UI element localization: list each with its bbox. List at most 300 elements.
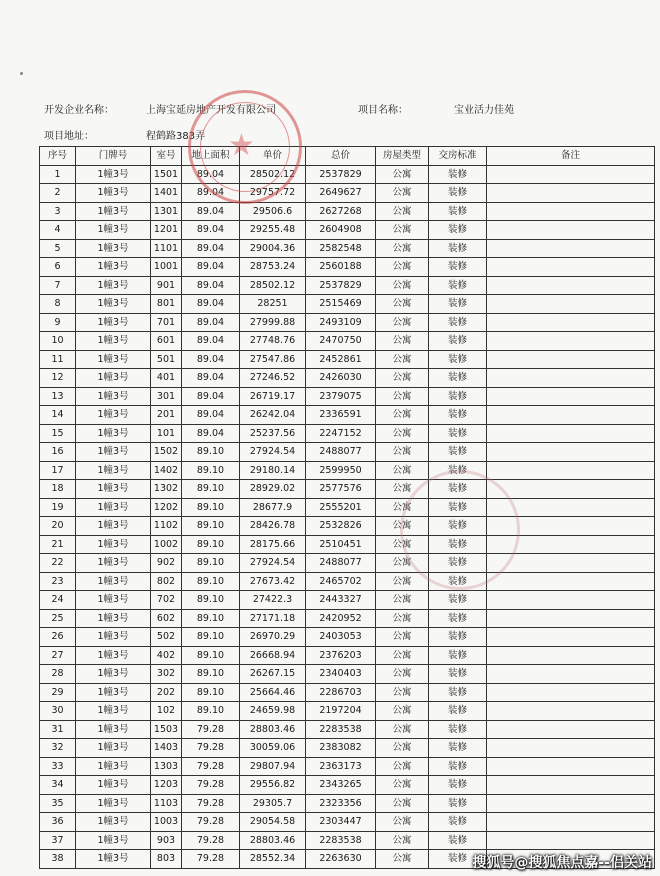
house-type-cell: 公寓 xyxy=(376,554,429,573)
area-cell: 79.28 xyxy=(182,757,240,776)
index-cell: 25 xyxy=(40,609,76,628)
table-row xyxy=(40,776,655,795)
total-price-cell: 2286703 xyxy=(306,683,376,702)
area-cell: 79.28 xyxy=(182,776,240,795)
unit-price-cell: 26719.17 xyxy=(240,387,306,406)
total-price-cell: 2493109 xyxy=(306,313,376,332)
remarks-cell xyxy=(487,572,655,591)
delivery-standard-cell: 装修 xyxy=(429,831,487,850)
total-price-cell: 2283538 xyxy=(306,720,376,739)
delivery-standard-cell: 装修 xyxy=(429,202,487,221)
room-number-cell: 1101 xyxy=(151,239,182,258)
door-number-cell: 1幢3号 xyxy=(76,702,151,721)
table-row xyxy=(40,831,655,850)
table-row xyxy=(40,757,655,776)
area-cell: 89.10 xyxy=(182,665,240,684)
source-watermark: 搜狐号@搜狐焦点嘉--侣关站 xyxy=(472,855,652,871)
room-number-cell: 1001 xyxy=(151,258,182,277)
house-type-cell: 公寓 xyxy=(376,184,429,203)
house-type-cell: 公寓 xyxy=(376,239,429,258)
remarks-cell xyxy=(487,480,655,499)
unit-price-cell: 28552.34 xyxy=(240,850,306,869)
unit-price-cell: 27171.18 xyxy=(240,609,306,628)
room-number-cell: 803 xyxy=(151,850,182,869)
remarks-cell xyxy=(487,369,655,388)
house-type-cell: 公寓 xyxy=(376,406,429,425)
room-number-cell: 701 xyxy=(151,313,182,332)
index-cell: 2 xyxy=(40,184,76,203)
area-cell: 79.28 xyxy=(182,850,240,869)
remarks-cell xyxy=(487,406,655,425)
unit-price-cell: 26242.04 xyxy=(240,406,306,425)
house-type-cell: 公寓 xyxy=(376,202,429,221)
total-price-cell: 2465702 xyxy=(306,572,376,591)
unit-price-cell: 27422.3 xyxy=(240,591,306,610)
room-number-cell: 1002 xyxy=(151,535,182,554)
index-cell: 4 xyxy=(40,221,76,240)
table-row xyxy=(40,295,655,314)
index-cell: 19 xyxy=(40,498,76,517)
area-cell: 89.10 xyxy=(182,480,240,499)
remarks-cell xyxy=(487,332,655,351)
delivery-standard-cell: 装修 xyxy=(429,295,487,314)
column-header-remarks: 备注 xyxy=(487,147,655,166)
area-cell: 89.10 xyxy=(182,609,240,628)
total-price-cell: 2577576 xyxy=(306,480,376,499)
house-type-cell: 公寓 xyxy=(376,369,429,388)
index-cell: 15 xyxy=(40,424,76,443)
door-number-cell: 1幢3号 xyxy=(76,535,151,554)
index-cell: 7 xyxy=(40,276,76,295)
room-number-cell: 901 xyxy=(151,276,182,295)
table-row xyxy=(40,739,655,758)
column-header-area: 地上面积 xyxy=(182,147,240,166)
door-number-cell: 1幢3号 xyxy=(76,461,151,480)
room-number-cell: 1303 xyxy=(151,757,182,776)
unit-price-cell: 29757.72 xyxy=(240,184,306,203)
house-type-cell: 公寓 xyxy=(376,424,429,443)
area-cell: 89.04 xyxy=(182,202,240,221)
table-row xyxy=(40,517,655,536)
column-header-delivery-standard: 交房标准 xyxy=(429,147,487,166)
room-number-cell: 402 xyxy=(151,646,182,665)
unit-price-cell: 26668.94 xyxy=(240,646,306,665)
door-number-cell: 1幢3号 xyxy=(76,498,151,517)
room-number-cell: 1401 xyxy=(151,184,182,203)
area-cell: 89.10 xyxy=(182,517,240,536)
scan-dot xyxy=(20,72,23,75)
delivery-standard-cell: 装修 xyxy=(429,258,487,277)
table-row xyxy=(40,387,655,406)
area-cell: 89.10 xyxy=(182,498,240,517)
index-cell: 20 xyxy=(40,517,76,536)
area-cell: 89.04 xyxy=(182,313,240,332)
index-cell: 8 xyxy=(40,295,76,314)
door-number-cell: 1幢3号 xyxy=(76,609,151,628)
delivery-standard-cell: 装修 xyxy=(429,794,487,813)
index-cell: 21 xyxy=(40,535,76,554)
door-number-cell: 1幢3号 xyxy=(76,720,151,739)
total-price-cell: 2383082 xyxy=(306,739,376,758)
room-number-cell: 1202 xyxy=(151,498,182,517)
delivery-standard-cell: 装修 xyxy=(429,554,487,573)
unit-price-cell: 27924.54 xyxy=(240,443,306,462)
house-type-cell: 公寓 xyxy=(376,332,429,351)
door-number-cell: 1幢3号 xyxy=(76,350,151,369)
remarks-cell xyxy=(487,184,655,203)
area-cell: 79.28 xyxy=(182,720,240,739)
door-number-cell: 1幢3号 xyxy=(76,165,151,184)
area-cell: 89.10 xyxy=(182,646,240,665)
delivery-standard-cell: 装修 xyxy=(429,387,487,406)
total-price-cell: 2443327 xyxy=(306,591,376,610)
index-cell: 33 xyxy=(40,757,76,776)
total-price-cell: 2488077 xyxy=(306,443,376,462)
index-cell: 11 xyxy=(40,350,76,369)
unit-price-cell: 28803.46 xyxy=(240,720,306,739)
index-cell: 14 xyxy=(40,406,76,425)
remarks-cell xyxy=(487,239,655,258)
remarks-cell xyxy=(487,813,655,832)
unit-price-cell: 30059.06 xyxy=(240,739,306,758)
total-price-cell: 2452861 xyxy=(306,350,376,369)
room-number-cell: 1501 xyxy=(151,165,182,184)
remarks-cell xyxy=(487,350,655,369)
table-row xyxy=(40,498,655,517)
unit-price-cell: 27999.88 xyxy=(240,313,306,332)
delivery-standard-cell: 装修 xyxy=(429,461,487,480)
index-cell: 6 xyxy=(40,258,76,277)
index-cell: 32 xyxy=(40,739,76,758)
house-type-cell: 公寓 xyxy=(376,295,429,314)
total-price-cell: 2510451 xyxy=(306,535,376,554)
house-type-cell: 公寓 xyxy=(376,794,429,813)
unit-price-cell: 29054.58 xyxy=(240,813,306,832)
table-row xyxy=(40,165,655,184)
table-row xyxy=(40,221,655,240)
index-cell: 1 xyxy=(40,165,76,184)
unit-price-cell: 27547.86 xyxy=(240,350,306,369)
room-number-cell: 702 xyxy=(151,591,182,610)
room-number-cell: 201 xyxy=(151,406,182,425)
total-price-cell: 2537829 xyxy=(306,276,376,295)
delivery-standard-cell: 装修 xyxy=(429,591,487,610)
unit-price-cell: 27246.52 xyxy=(240,369,306,388)
unit-price-cell: 28929.02 xyxy=(240,480,306,499)
door-number-cell: 1幢3号 xyxy=(76,184,151,203)
area-cell: 79.28 xyxy=(182,739,240,758)
area-cell: 89.10 xyxy=(182,535,240,554)
unit-price-cell: 26267.15 xyxy=(240,665,306,684)
remarks-cell xyxy=(487,683,655,702)
table-body xyxy=(40,165,655,868)
house-type-cell: 公寓 xyxy=(376,776,429,795)
room-number-cell: 1503 xyxy=(151,720,182,739)
delivery-standard-cell: 装修 xyxy=(429,406,487,425)
room-number-cell: 1502 xyxy=(151,443,182,462)
house-type-cell: 公寓 xyxy=(376,313,429,332)
area-cell: 89.04 xyxy=(182,332,240,351)
unit-price-cell: 24659.98 xyxy=(240,702,306,721)
remarks-cell xyxy=(487,424,655,443)
developer-name: 上海宝延房地产开发有限公司 xyxy=(146,105,276,116)
house-type-cell: 公寓 xyxy=(376,480,429,499)
total-price-cell: 2627268 xyxy=(306,202,376,221)
area-cell: 79.28 xyxy=(182,813,240,832)
index-cell: 35 xyxy=(40,794,76,813)
door-number-cell: 1幢3号 xyxy=(76,313,151,332)
area-cell: 89.10 xyxy=(182,683,240,702)
index-cell: 30 xyxy=(40,702,76,721)
door-number-cell: 1幢3号 xyxy=(76,683,151,702)
area-cell: 89.04 xyxy=(182,276,240,295)
house-type-cell: 公寓 xyxy=(376,628,429,647)
index-cell: 23 xyxy=(40,572,76,591)
total-price-cell: 2283538 xyxy=(306,831,376,850)
table-row xyxy=(40,202,655,221)
project-name-label: 项目名称： xyxy=(358,105,408,116)
delivery-standard-cell: 装修 xyxy=(429,572,487,591)
delivery-standard-cell: 装修 xyxy=(429,535,487,554)
house-type-cell: 公寓 xyxy=(376,498,429,517)
room-number-cell: 601 xyxy=(151,332,182,351)
area-cell: 89.04 xyxy=(182,406,240,425)
table-row xyxy=(40,424,655,443)
area-cell: 89.04 xyxy=(182,350,240,369)
area-cell: 89.10 xyxy=(182,702,240,721)
total-price-cell: 2376203 xyxy=(306,646,376,665)
room-number-cell: 301 xyxy=(151,387,182,406)
house-type-cell: 公寓 xyxy=(376,683,429,702)
area-cell: 79.28 xyxy=(182,831,240,850)
total-price-cell: 2363173 xyxy=(306,757,376,776)
room-number-cell: 1403 xyxy=(151,739,182,758)
table-row xyxy=(40,480,655,499)
unit-price-cell: 29807.94 xyxy=(240,757,306,776)
delivery-standard-cell: 装修 xyxy=(429,165,487,184)
index-cell: 36 xyxy=(40,813,76,832)
table-row xyxy=(40,609,655,628)
remarks-cell xyxy=(487,461,655,480)
company-seal-star-icon: ★ xyxy=(228,128,255,163)
house-type-cell: 公寓 xyxy=(376,258,429,277)
unit-price-cell: 28677.9 xyxy=(240,498,306,517)
index-cell: 26 xyxy=(40,628,76,647)
price-list-table xyxy=(39,146,655,869)
room-number-cell: 501 xyxy=(151,350,182,369)
index-cell: 31 xyxy=(40,720,76,739)
area-cell: 89.04 xyxy=(182,239,240,258)
remarks-cell xyxy=(487,165,655,184)
area-cell: 89.10 xyxy=(182,461,240,480)
area-cell: 89.04 xyxy=(182,184,240,203)
total-price-cell: 2303447 xyxy=(306,813,376,832)
remarks-cell xyxy=(487,720,655,739)
project-address: 程鹤路383弄 xyxy=(146,131,206,142)
door-number-cell: 1幢3号 xyxy=(76,406,151,425)
index-cell: 3 xyxy=(40,202,76,221)
index-cell: 37 xyxy=(40,831,76,850)
total-price-cell: 2323356 xyxy=(306,794,376,813)
room-number-cell: 902 xyxy=(151,554,182,573)
unit-price-cell: 28502.12 xyxy=(240,165,306,184)
delivery-standard-cell: 装修 xyxy=(429,443,487,462)
area-cell: 89.04 xyxy=(182,221,240,240)
unit-price-cell: 28803.46 xyxy=(240,831,306,850)
table-row xyxy=(40,461,655,480)
house-type-cell: 公寓 xyxy=(376,535,429,554)
house-type-cell: 公寓 xyxy=(376,813,429,832)
delivery-standard-cell: 装修 xyxy=(429,221,487,240)
door-number-cell: 1幢3号 xyxy=(76,295,151,314)
delivery-standard-cell: 装修 xyxy=(429,369,487,388)
index-cell: 38 xyxy=(40,850,76,869)
area-cell: 89.04 xyxy=(182,387,240,406)
door-number-cell: 1幢3号 xyxy=(76,591,151,610)
house-type-cell: 公寓 xyxy=(376,443,429,462)
unit-price-cell: 28251 xyxy=(240,295,306,314)
delivery-standard-cell: 装修 xyxy=(429,757,487,776)
room-number-cell: 302 xyxy=(151,665,182,684)
delivery-standard-cell: 装修 xyxy=(429,665,487,684)
remarks-cell xyxy=(487,443,655,462)
total-price-cell: 2263630 xyxy=(306,850,376,869)
total-price-cell: 2537829 xyxy=(306,165,376,184)
door-number-cell: 1幢3号 xyxy=(76,239,151,258)
column-header-unit-price: 单价 xyxy=(240,147,306,166)
unit-price-cell: 28175.66 xyxy=(240,535,306,554)
door-number-cell: 1幢3号 xyxy=(76,332,151,351)
index-cell: 13 xyxy=(40,387,76,406)
house-type-cell: 公寓 xyxy=(376,831,429,850)
table-row xyxy=(40,813,655,832)
table-row xyxy=(40,628,655,647)
unit-price-cell: 27748.76 xyxy=(240,332,306,351)
table-row xyxy=(40,406,655,425)
door-number-cell: 1幢3号 xyxy=(76,424,151,443)
total-price-cell: 2555201 xyxy=(306,498,376,517)
column-header-total-price: 总价 xyxy=(306,147,376,166)
door-number-cell: 1幢3号 xyxy=(76,813,151,832)
delivery-standard-cell: 装修 xyxy=(429,776,487,795)
total-price-cell: 2488077 xyxy=(306,554,376,573)
remarks-cell xyxy=(487,646,655,665)
house-type-cell: 公寓 xyxy=(376,665,429,684)
table-row xyxy=(40,332,655,351)
delivery-standard-cell: 装修 xyxy=(429,498,487,517)
unit-price-cell: 28502.12 xyxy=(240,276,306,295)
delivery-standard-cell: 装修 xyxy=(429,813,487,832)
delivery-standard-cell: 装修 xyxy=(429,184,487,203)
index-cell: 29 xyxy=(40,683,76,702)
total-price-cell: 2197204 xyxy=(306,702,376,721)
house-type-cell: 公寓 xyxy=(376,850,429,869)
door-number-cell: 1幢3号 xyxy=(76,757,151,776)
table-row xyxy=(40,535,655,554)
table-row xyxy=(40,369,655,388)
house-type-cell: 公寓 xyxy=(376,350,429,369)
room-number-cell: 1003 xyxy=(151,813,182,832)
house-type-cell: 公寓 xyxy=(376,517,429,536)
total-price-cell: 2426030 xyxy=(306,369,376,388)
area-cell: 89.04 xyxy=(182,165,240,184)
area-cell: 89.04 xyxy=(182,258,240,277)
house-type-cell: 公寓 xyxy=(376,757,429,776)
area-cell: 89.04 xyxy=(182,295,240,314)
door-number-cell: 1幢3号 xyxy=(76,646,151,665)
room-number-cell: 1201 xyxy=(151,221,182,240)
total-price-cell: 2649627 xyxy=(306,184,376,203)
house-type-cell: 公寓 xyxy=(376,461,429,480)
index-cell: 18 xyxy=(40,480,76,499)
unit-price-cell: 29506.6 xyxy=(240,202,306,221)
column-header-index: 序号 xyxy=(40,147,76,166)
room-number-cell: 401 xyxy=(151,369,182,388)
index-cell: 17 xyxy=(40,461,76,480)
house-type-cell: 公寓 xyxy=(376,572,429,591)
table-row xyxy=(40,350,655,369)
remarks-cell xyxy=(487,202,655,221)
remarks-cell xyxy=(487,628,655,647)
remarks-cell xyxy=(487,831,655,850)
room-number-cell: 202 xyxy=(151,683,182,702)
delivery-standard-cell: 装修 xyxy=(429,350,487,369)
room-number-cell: 1402 xyxy=(151,461,182,480)
unit-price-cell: 29180.14 xyxy=(240,461,306,480)
index-cell: 24 xyxy=(40,591,76,610)
delivery-standard-cell: 装修 xyxy=(429,424,487,443)
unit-price-cell: 28753.24 xyxy=(240,258,306,277)
total-price-cell: 2582548 xyxy=(306,239,376,258)
total-price-cell: 2343265 xyxy=(306,776,376,795)
area-cell: 89.10 xyxy=(182,443,240,462)
remarks-cell xyxy=(487,295,655,314)
door-number-cell: 1幢3号 xyxy=(76,665,151,684)
unit-price-cell: 26970.29 xyxy=(240,628,306,647)
room-number-cell: 1301 xyxy=(151,202,182,221)
remarks-cell xyxy=(487,739,655,758)
total-price-cell: 2532826 xyxy=(306,517,376,536)
room-number-cell: 1102 xyxy=(151,517,182,536)
total-price-cell: 2247152 xyxy=(306,424,376,443)
room-number-cell: 1103 xyxy=(151,794,182,813)
unit-price-cell: 29556.82 xyxy=(240,776,306,795)
unit-price-cell: 25664.46 xyxy=(240,683,306,702)
delivery-standard-cell: 装修 xyxy=(429,646,487,665)
unit-price-cell: 28426.78 xyxy=(240,517,306,536)
unit-price-cell: 29004.36 xyxy=(240,239,306,258)
area-cell: 89.04 xyxy=(182,424,240,443)
index-cell: 27 xyxy=(40,646,76,665)
total-price-cell: 2403053 xyxy=(306,628,376,647)
total-price-cell: 2515469 xyxy=(306,295,376,314)
door-number-cell: 1幢3号 xyxy=(76,221,151,240)
project-name: 宝业活力佳苑 xyxy=(454,105,514,116)
delivery-standard-cell: 装修 xyxy=(429,480,487,499)
total-price-cell: 2336591 xyxy=(306,406,376,425)
table-row xyxy=(40,646,655,665)
index-cell: 12 xyxy=(40,369,76,388)
delivery-standard-cell: 装修 xyxy=(429,276,487,295)
delivery-standard-cell: 装修 xyxy=(429,739,487,758)
index-cell: 5 xyxy=(40,239,76,258)
delivery-standard-cell: 装修 xyxy=(429,239,487,258)
table-row xyxy=(40,313,655,332)
column-header-house-type: 房屋类型 xyxy=(376,147,429,166)
unit-price-cell: 27924.54 xyxy=(240,554,306,573)
room-number-cell: 502 xyxy=(151,628,182,647)
remarks-cell xyxy=(487,258,655,277)
